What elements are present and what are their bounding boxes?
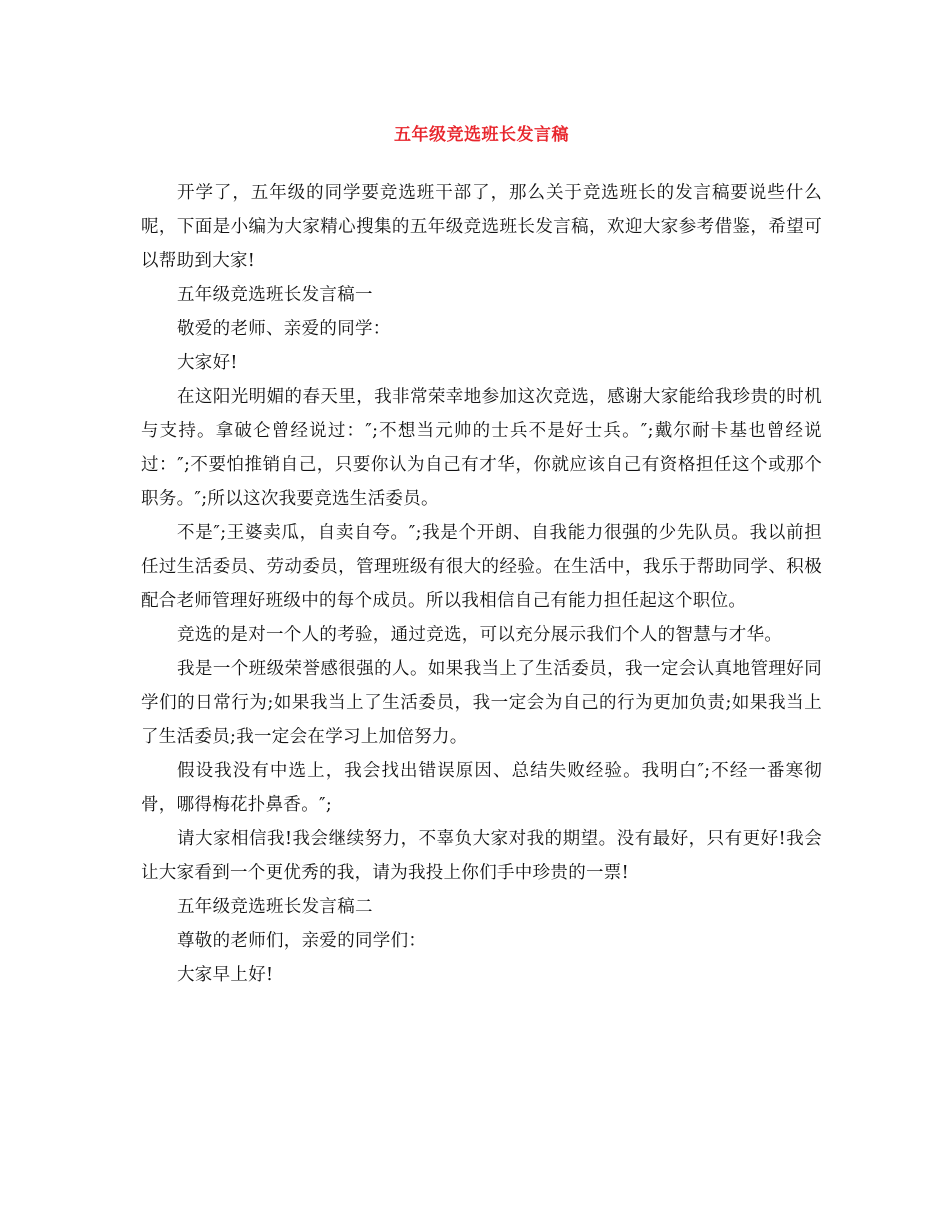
paragraph: 请大家相信我!我会继续努力，不辜负大家对我的期望。没有最好，只有更好!我会让大家看到一个更优秀的我，请为我投上你们手中珍贵的一票!	[141, 829, 822, 883]
document-title: 五年级竞选班长发言稿	[394, 125, 569, 145]
salutation: 尊敬的老师们，亲爱的同学们：	[177, 931, 427, 951]
greeting: 大家早上好!	[177, 965, 274, 985]
salutation: 敬爱的老师、亲爱的同学：	[177, 319, 391, 339]
paragraph: 竞选的是对一个人的考验，通过竞选，可以充分展示我们个人的智慧与才华。	[177, 625, 783, 645]
paragraph: 假设我没有中选上，我会找出错误原因、总结失败经验。我明白″;不经一番寒彻骨，哪得梅花扑鼻香。″;	[141, 761, 822, 815]
section-heading-speech-two: 五年级竞选班长发言稿二	[177, 897, 373, 917]
paragraph: 在这阳光明媚的春天里，我非常荣幸地参加这次竞选，感谢大家能给我珍贵的时机与支持。拿破仑曾经说过：″;不想当元帅的士兵不是好士兵。″;戴尔耐卡基也曾经说过：″;不要怕推销自己，只要你认为自己有才华，你就应该自己有资格担任这个或那个职务。″;所以这次我要竞选生活委员。	[141, 387, 822, 509]
paragraph: 不是″;王婆卖瓜，自卖自夸。″;我是个开朗、自我能力很强的少先队员。我以前担任过生活委员、劳动委员，管理班级有很大的经验。在生活中，我乐于帮助同学、积极配合老师管理好班级中的每个成员。所以我相信自己有能力担任起这个职位。	[141, 523, 822, 611]
paragraph-intro: 开学了，五年级的同学要竞选班干部了，那么关于竞选班长的发言稿要说些什么呢，下面是小编为大家精心搜集的五年级竞选班长发言稿，欢迎大家参考借鉴，希望可以帮助到大家!	[141, 183, 822, 271]
section-heading-speech-one: 五年级竞选班长发言稿一	[177, 285, 373, 305]
paragraph: 我是一个班级荣誉感很强的人。如果我当上了生活委员，我一定会认真地管理好同学们的日常行为;如果我当上了生活委员，我一定会为自己的行为更加负责;如果我当上了生活委员;我一定会在学习上加倍努力。	[141, 659, 822, 747]
greeting: 大家好!	[177, 353, 238, 373]
document-body	[141, 176, 822, 992]
